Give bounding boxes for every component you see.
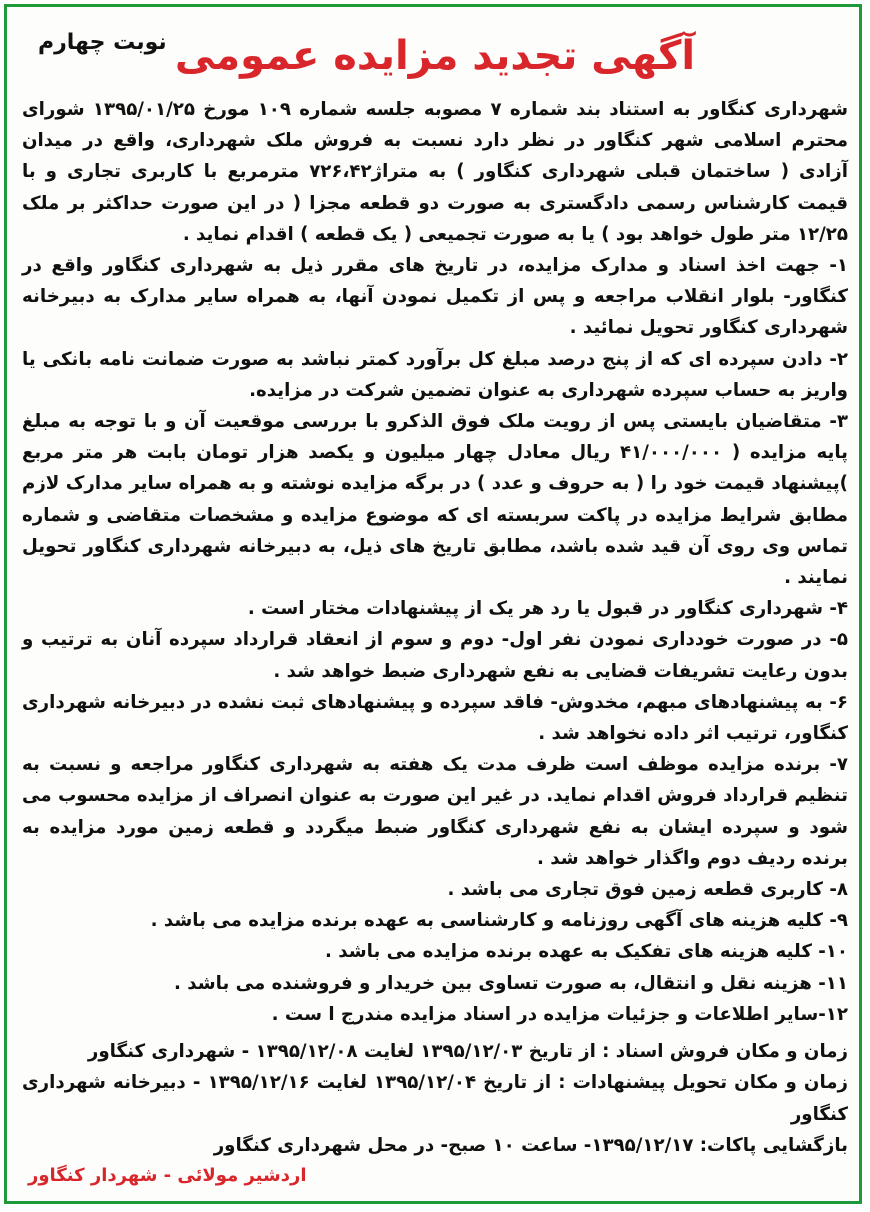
- condition-item-6: ۶- به پیشنهادهای مبهم، مخدوش- فاقد سپرده و پیشنهادهای ثبت نشده در دبیرخانه شهرداری کنگاور، ترتیب اثر داده نخواهد شد .: [22, 691, 848, 745]
- condition-item-1: ۱- جهت اخذ اسناد و مدارک مزایده، در تاریخ های مقرر ذیل به شهرداری کنگاور واقع در کنگاور- بلوار انقلاب مراجعه و پس از تکمیل نمودن آنها، به همراه سایر مدارک به دبیرخانه شهرداری کنگاور تحویل نمائید .: [22, 255, 848, 339]
- schedule: [22, 1036, 848, 1161]
- envelope-opening-schedule: بازگشایی پاکات: ۱۳۹۵/۱۲/۱۷- ساعت ۱۰ صبح- در محل شهرداری کنگاور: [213, 1134, 848, 1156]
- condition-item-9: ۹- کلیه هزینه های آگهی روزنامه و کارشناسی به عهده برنده مزایده می باشد .: [150, 910, 848, 932]
- auction-notice: [10, 10, 860, 1202]
- publication-round: نوبت چهارم: [38, 30, 167, 55]
- condition-item-7: ۷- برنده مزایده موظف است ظرف مدت یک هفته به شهرداری کنگاور مراجعه و نسبت به تنظیم قرارداد فروش اقدام نماید. در غیر این صورت به عنوان انصراف از مزایده محسوب می شود و سپرده ایشان به نفع شهرداری کنگاور ضبط میگردد و قطعه زمین مورد مزایده به برنده ردیف دوم واگذار خواهد شد .: [22, 754, 848, 869]
- condition-item-12: ۱۲-سایر اطلاعات و جزئیات مزایده در اسناد مزایده مندرج ا ست .: [271, 1003, 848, 1025]
- condition-item-3: ۳- متقاضیان بایستی پس از رویت ملک فوق الذکرو با بررسی موقعیت آن و با توجه به مبلغ پایه مزایده ( ۴۱/۰۰۰/۰۰۰ ریال معادل چهار میلیون و یکصد هزار تومان بابت هر متر مربع )پیشنهاد قیمت خود را ( به حروف و عدد ) در برگه مزایده نوشته و به همراه سایر مدارک لازم مطابق شرایط مزایده در پاکت سربسته ای که موضوع مزایده و مشخصات متقاضی و شماره تماس وی روی آن قید شده باشد، مطابق تاریخ های ذیل، به دبیرخانه شهرداری کنگاور تحویل نمایند .: [22, 411, 848, 589]
- condition-item-10: ۱۰- کلیه هزینه های تفکیک به عهده برنده مزایده می باشد .: [325, 941, 848, 963]
- condition-item-8: ۸- کاربری قطعه زمین فوق تجاری می باشد .: [447, 879, 848, 901]
- condition-item-4: ۴- شهرداری کنگاور در قبول یا رد هر یک از پیشنهادات مختار است .: [247, 598, 848, 620]
- notice-body: [22, 94, 848, 1161]
- proposal-delivery-schedule: زمان و مکان تحویل پیشنهادات : از تاریخ ۱۳۹۵/۱۲/۰۴ لغایت ۱۳۹۵/۱۲/۱۶ - دبیرخانه شهرداری کنگاور: [22, 1072, 849, 1125]
- intro-paragraph: شهرداری کنگاور به استناد بند شماره ۷ مصوبه جلسه شماره ۱۰۹ مورخ ۱۳۹۵/۰۱/۲۵ شورای محترم اسلامی شهر کنگاور در نظر دارد نسبت به فروش ملک شهرداری، واقع در میدان آزادی ( ساختمان قبلی شهرداری کنگاور ) به متراژ۷۲۶،۴۲ مترمربع با کاربری تجاری و با قیمت کارشناس رسمی دادگستری به صورت دو قطعه مجزا ( در این صورت حداکثر بر ملک ۱۲/۲۵ متر طول خواهد بود ) یا به صورت تجمیعی ( یک قطعه ) اقدام نماید .: [22, 99, 848, 245]
- document-sale-schedule: زمان و مکان فروش اسناد : از تاریخ ۱۳۹۵/۱۲/۰۳ لغایت ۱۳۹۵/۱۲/۰۸ - شهرداری کنگاور: [87, 1041, 848, 1063]
- condition-item-5: ۵- در صورت خودداری نمودن نفر اول- دوم و سوم از انعقاد قرارداد سپرده آنان به ترتیب و بدون رعایت تشریفات قضایی به نفع شهرداری ضبط خواهد شد .: [22, 629, 848, 682]
- mayor-signature: اردشیر مولائی - شهردار کنگاور: [28, 1164, 307, 1186]
- condition-item-11: ۱۱- هزینه نقل و انتقال، به صورت تساوی بین خریدار و فروشنده می باشد .: [174, 972, 848, 994]
- condition-item-2: ۲- دادن سپرده ای که از پنج درصد مبلغ کل برآورد کمتر نباشد به صورت ضمانت نامه بانکی یا واریز به حساب سپرده شهرداری به عنوان تضمین شرکت در مزایده.: [22, 348, 848, 401]
- notice-header: [22, 10, 848, 94]
- notice-title: آگهی تجدید مزایده عمومی: [174, 33, 696, 79]
